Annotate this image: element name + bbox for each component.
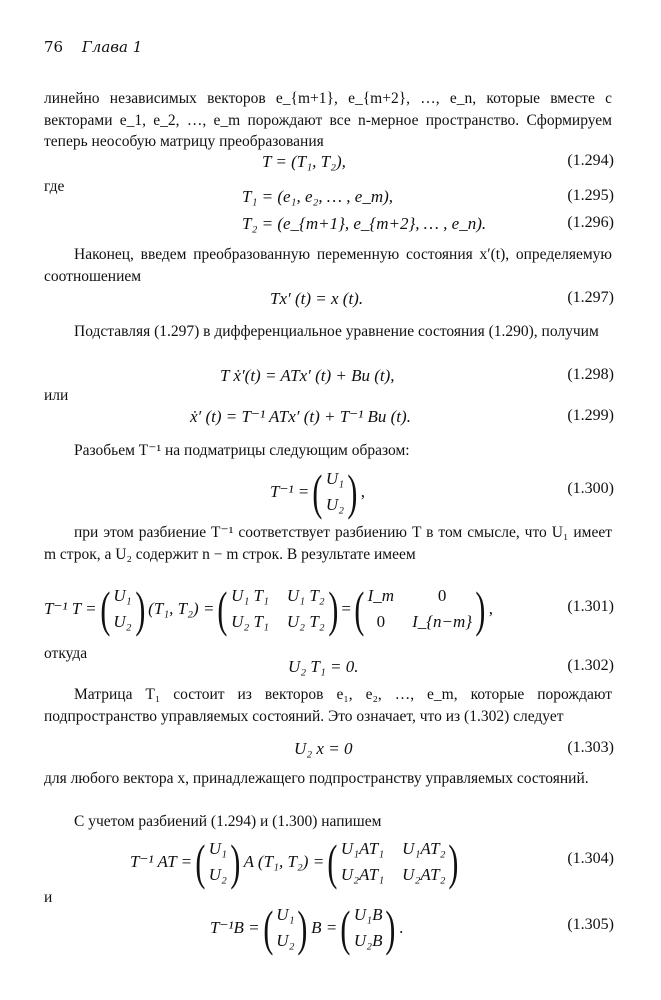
chapter-title: Глава 1 (81, 38, 143, 56)
column-matrix: ( U₁ U₂ ) (99, 581, 145, 637)
equation-body: T₁ = (e₁, e₂, … , e_m), (242, 187, 394, 206)
matrix-entry: U₁ (276, 905, 295, 924)
equation-body: ẋ′ (t) = T⁻¹ ATx′ (t) + T⁻¹ Bu (t). (190, 407, 411, 426)
paragraph-2: Наконец, введем преобразованную переменную состояния x′(t), определяемую соотношением (44, 246, 612, 285)
equation-1-295 (44, 187, 614, 211)
paragraph-5: при этом разбиение T⁻¹ соответствует разбиению T в том смысле, что U₁ имеет m строк, а U₂ содержит n − m строк. В результате имеем (44, 524, 612, 563)
equation-body: Tx′ (t) = x (t). (270, 289, 364, 308)
paragraph-1: линейно независимых векторов e_{m+1}, e_{m+2}, …, e_n, которые вместе с векторами e_1, e_2, …, e_m порождают все n-мерное пространство. Сформируем теперь неособую матрицу преобразования (44, 90, 612, 150)
equation-body: U₂ x = 0 (294, 739, 353, 758)
equation-number: (1.295) (567, 187, 614, 204)
equation-1-303 (44, 739, 614, 763)
equation-number: (1.304) (567, 850, 614, 867)
equation-number: (1.298) (567, 366, 614, 383)
equation-lhs: T⁻¹B = (210, 918, 260, 937)
column-matrix: ( U₁ U₂ ) (195, 834, 241, 890)
matrix-entry: U₂ (276, 931, 295, 950)
matrix-entry: U₂ (208, 865, 227, 884)
equation-mid: A (T₁, T₂) = (243, 852, 325, 871)
paragraph-8: С учетом разбиений (1.294) и (1.300) напишем (74, 813, 382, 830)
matrix-entry: 0 (437, 586, 447, 605)
equation-lhs: T⁻¹ = (270, 482, 310, 501)
paragraph-3: Подставляя (1.297) в дифференциальное уравнение состояния (1.290), получим (74, 323, 599, 340)
matrix-entry: U₂AT₂ (402, 865, 446, 884)
matrix-entry: U₁ (325, 469, 345, 488)
where-text: где (44, 178, 65, 195)
equation-1-302 (44, 657, 614, 681)
matrix-entry: I_m (367, 586, 395, 605)
paragraph-6: Матрица T₁ состоит из векторов e₁, e₂, …, e_m, которые порождают подпространство управляемых состояний. Это означает, что из (1.302) следует (44, 686, 612, 725)
matrix-entry: U₂ (325, 495, 345, 514)
matrix-entry: U₁B (353, 905, 383, 924)
equation-1-299 (44, 407, 614, 431)
or-text: или (44, 387, 69, 404)
matrix-entry: U₁ (208, 839, 227, 858)
matrix-entry: U₂ T₂ (286, 612, 325, 631)
equation-number: (1.297) (567, 289, 614, 306)
equation-1-300 (44, 464, 614, 520)
equation-number: (1.302) (567, 657, 614, 674)
equation-mid: (T₁, T₂) = (148, 599, 215, 618)
matrix-entry: I_{n−m} (412, 612, 473, 631)
matrix-entry: U₁AT₁ (340, 839, 385, 858)
equation-tail: , (488, 599, 493, 618)
equation-body: T = (T₁, T₂), (262, 152, 346, 171)
whence-text: откуда (44, 645, 88, 662)
and-text: и (44, 889, 53, 906)
equation-lhs: T⁻¹ AT = (130, 852, 193, 871)
matrix-entry: U₁ T₂ (286, 586, 325, 605)
matrix-entry: U₂B (353, 931, 383, 950)
matrix-entry: U₂AT₁ (340, 865, 385, 884)
equation-number: (1.294) (567, 152, 614, 169)
block-matrix: ( U₁AT₁ U₁AT₂ U₂AT₁ U₂AT₂ ) (327, 834, 459, 890)
block-matrix: ( U₁ T₁ U₁ T₂ U₂ T₁ U₂ T₂ ) (217, 581, 339, 637)
column-matrix: ( U₁ U₂ ) (312, 464, 358, 520)
equation-1-297 (44, 289, 614, 313)
column-matrix: ( U₁B U₂B ) (340, 900, 396, 956)
column-matrix: ( U₁ U₂ ) (262, 900, 308, 956)
equation-number: (1.299) (567, 407, 614, 424)
equation-body: U₂ T₁ = 0. (288, 657, 359, 676)
equation-tail: , (360, 482, 365, 501)
matrix-entry: U₁AT₂ (402, 839, 446, 858)
matrix-entry: U₂ T₁ (231, 612, 269, 631)
equation-number: (1.296) (567, 214, 614, 231)
equation-number: (1.301) (567, 598, 614, 615)
matrix-entry: 0 (376, 612, 386, 631)
equation-body: T ẋ′(t) = ATx′ (t) + Bu (t), (220, 366, 395, 385)
equation-number: (1.300) (567, 480, 614, 497)
matrix-entry: U₁ (113, 586, 132, 605)
matrix-entry: U₂ (113, 612, 132, 631)
paragraph-7: для любого вектора x, принадлежащего подпространству управляемых состояний. (44, 770, 589, 787)
equation-number: (1.305) (567, 916, 614, 933)
equation-tail: . (399, 918, 404, 937)
paragraph-4: Разобьем T⁻¹ на подматрицы следующим образом: (74, 442, 410, 459)
equation-1-294 (44, 152, 614, 176)
equation-body: T₂ = (e_{m+1}, e_{m+2}, … , e_n). (242, 214, 487, 233)
running-header (44, 38, 142, 56)
equals-sign: = (341, 599, 351, 618)
equation-mid: B = (311, 918, 338, 937)
equation-lhs: T⁻¹ T = (44, 599, 97, 618)
identity-matrix: ( I_m 0 0 I_{n−m} ) (354, 581, 486, 637)
equation-1-304 (44, 834, 614, 890)
equation-1-305 (44, 900, 614, 956)
equation-1-301 (44, 582, 614, 636)
equation-number: (1.303) (567, 739, 614, 756)
matrix-entry: U₁ T₁ (231, 586, 269, 605)
page-number: 76 (44, 38, 64, 56)
equation-1-296 (44, 214, 614, 238)
